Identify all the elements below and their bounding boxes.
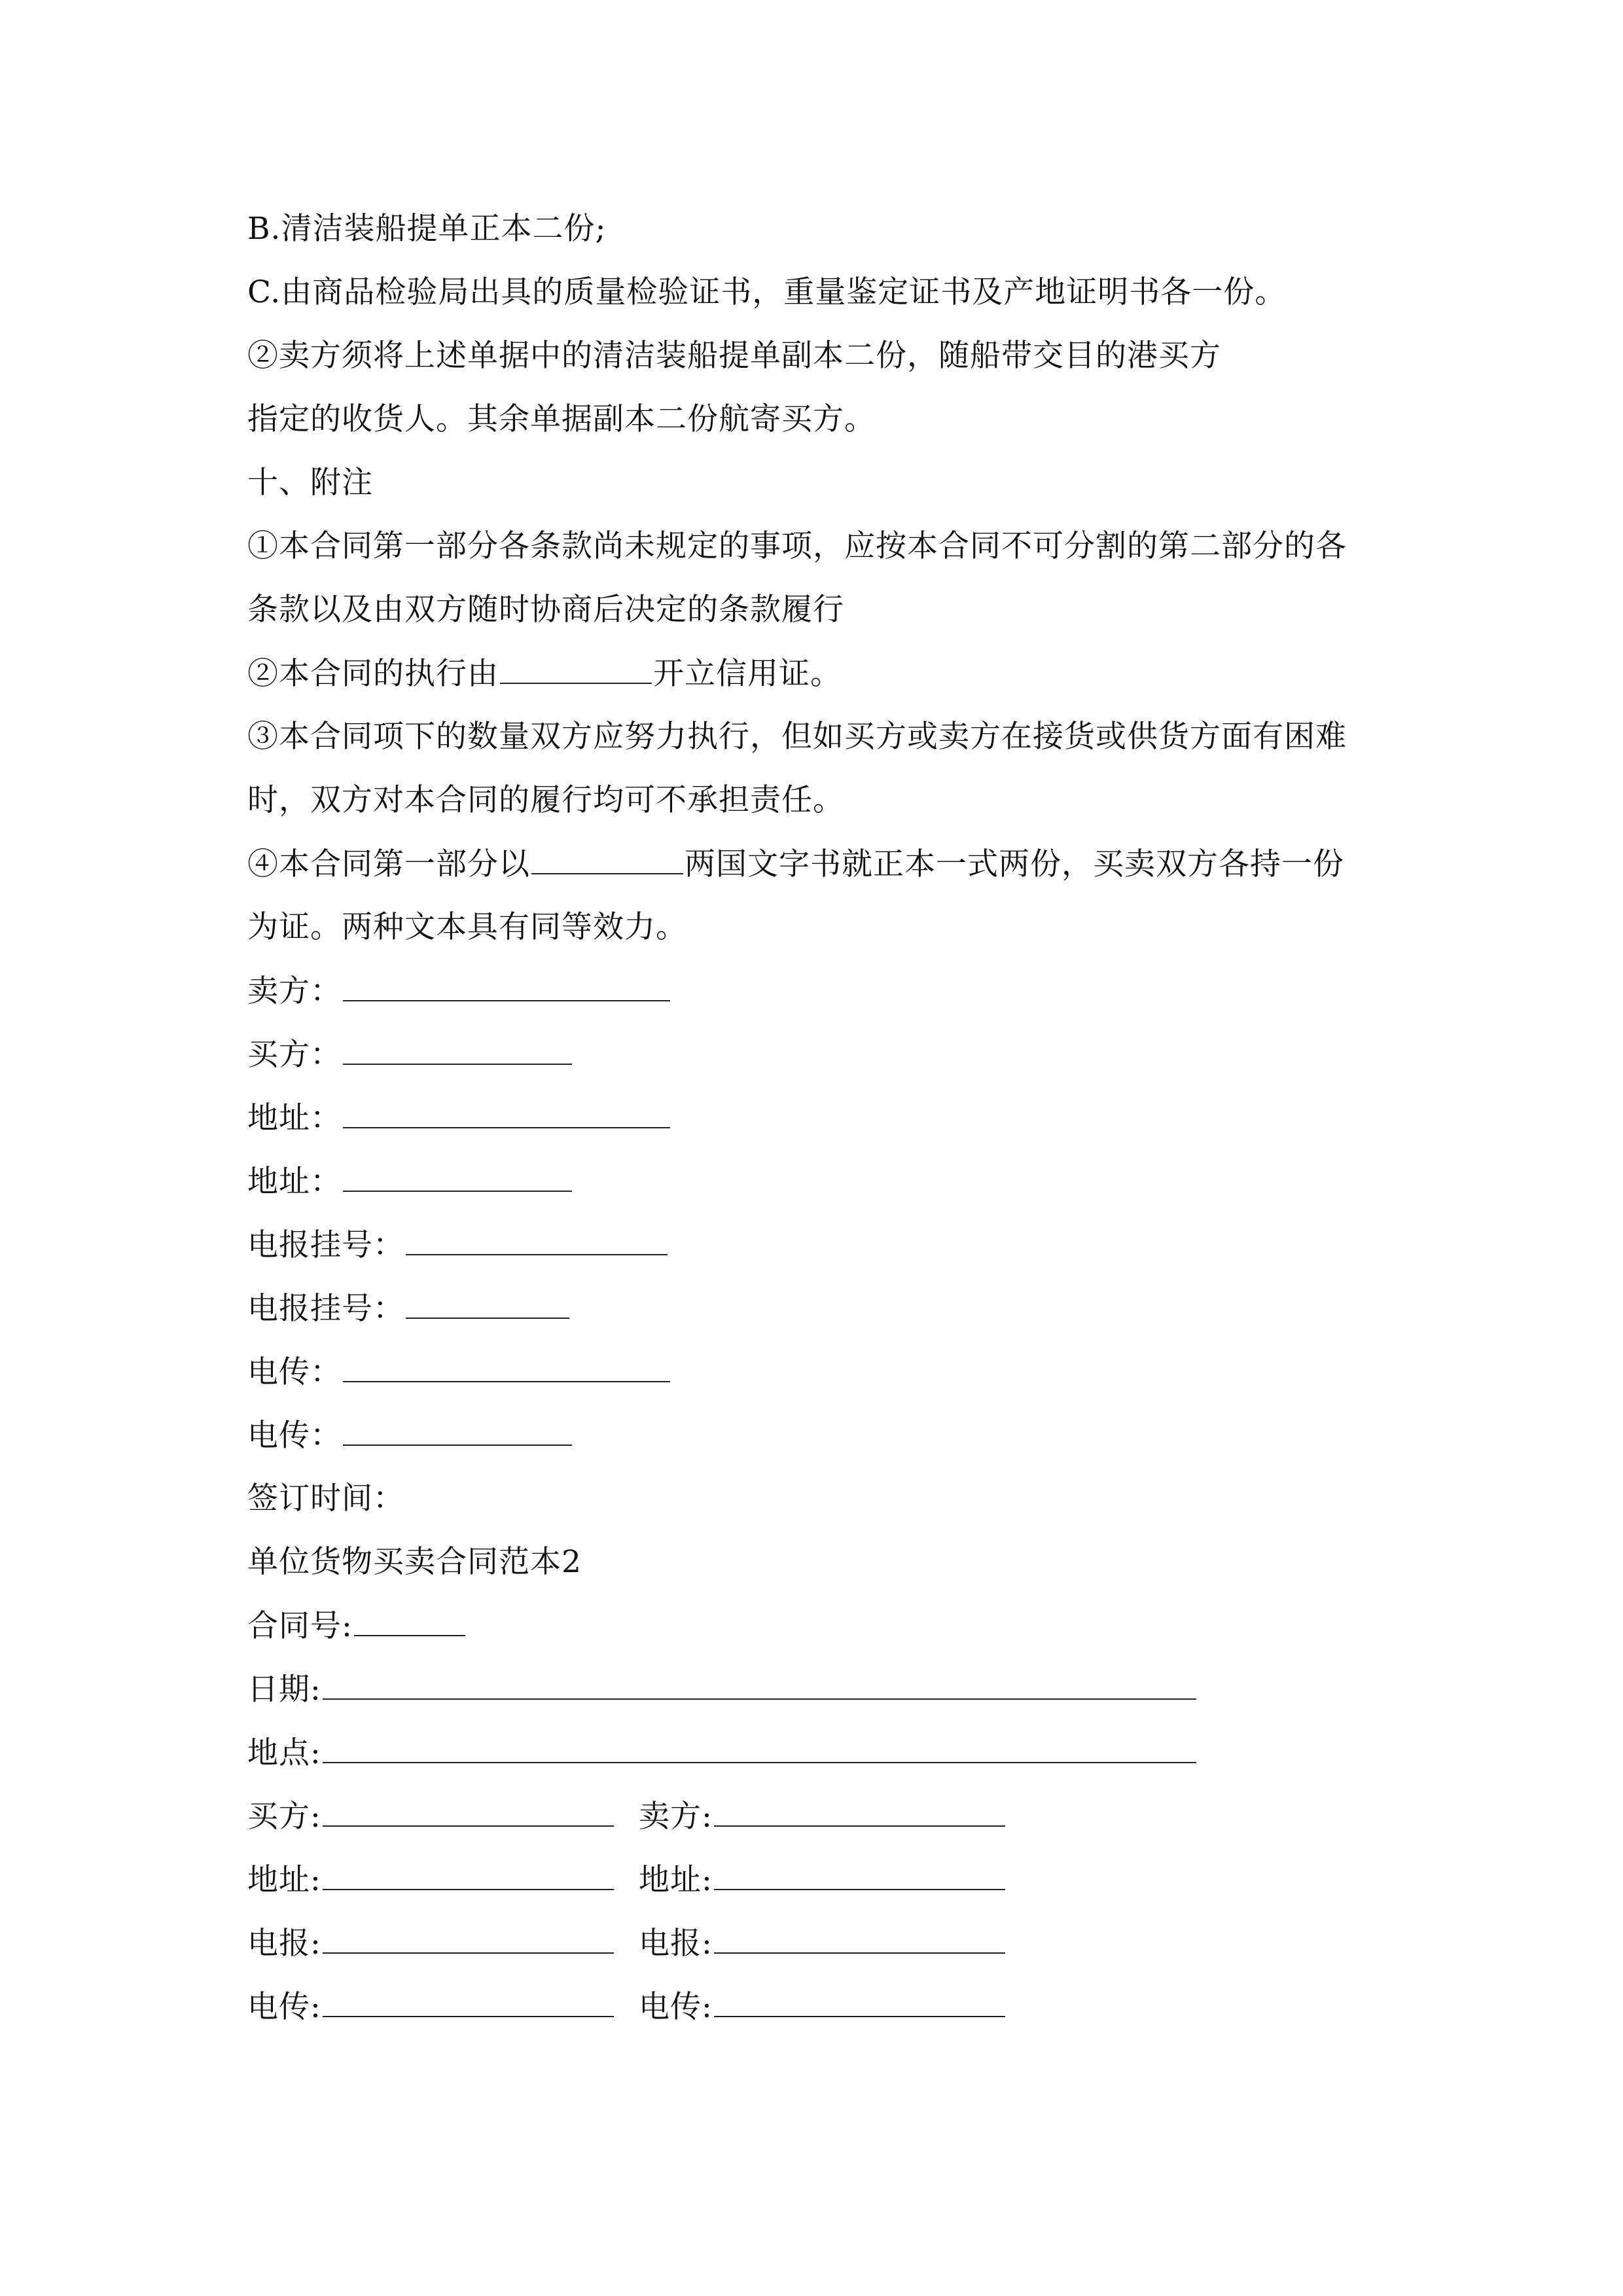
blank-field bbox=[343, 1162, 572, 1192]
text-line: ②卖方须将上述单据中的清洁装船提单副本二份，随船带交目的港买方 bbox=[247, 338, 1221, 374]
blank-field bbox=[714, 1860, 1005, 1890]
blank-field bbox=[323, 1670, 1196, 1700]
field-label: 地点: bbox=[247, 1735, 321, 1771]
field-label: 电传: bbox=[247, 1989, 321, 2025]
field-label: 电传： bbox=[247, 1418, 342, 1454]
blank-field bbox=[323, 1860, 614, 1890]
blank-field bbox=[500, 654, 652, 684]
seller-address-field bbox=[639, 1860, 1007, 1900]
field-label: 电报: bbox=[639, 1926, 713, 1962]
text-line: 时，双方对本合同的履行均可不承担责任。 bbox=[247, 782, 844, 818]
blank-field bbox=[323, 1733, 1196, 1763]
text-line: ①本合同第一部分各条款尚未规定的事项，应按本合同不可分割的第二部分的各 bbox=[247, 528, 1347, 564]
blank-field bbox=[714, 1987, 1005, 2017]
blank-field bbox=[531, 844, 683, 874]
field-label: 地址： bbox=[247, 1164, 342, 1200]
text-line bbox=[247, 844, 1344, 884]
blank-field bbox=[714, 1797, 1005, 1827]
field-label: 电报: bbox=[247, 1926, 321, 1962]
buyer-cable-field bbox=[247, 1924, 615, 1964]
field-label: 电报挂号： bbox=[247, 1291, 404, 1327]
cable-field bbox=[247, 1225, 669, 1265]
blank-field bbox=[343, 1416, 572, 1446]
blank-field bbox=[406, 1225, 668, 1255]
address-field bbox=[247, 1162, 573, 1202]
buyer-field bbox=[247, 1035, 573, 1075]
field-label: 电报挂号： bbox=[247, 1227, 404, 1263]
field-label: 买方： bbox=[247, 1037, 342, 1073]
text-line: ③本合同项下的数量双方应努力执行，但如买方或卖方在接货或供货方面有困难 bbox=[247, 719, 1347, 755]
text-line: 指定的收货人。其余单据副本二份航寄买方。 bbox=[247, 401, 876, 437]
date-field bbox=[247, 1670, 1198, 1710]
text-fragment: 开立信用证。 bbox=[653, 656, 842, 692]
field-label: 电传： bbox=[247, 1354, 342, 1390]
signing-time-field: 签订时间： bbox=[247, 1480, 404, 1516]
blank-field bbox=[714, 1924, 1005, 1954]
seller-telex-field bbox=[639, 1987, 1007, 2027]
field-label: 地址: bbox=[247, 1862, 321, 1898]
text-line: 为证。两种文本具有同等效力。 bbox=[247, 909, 687, 945]
buyer-telex-field bbox=[247, 1987, 615, 2027]
text-fragment: ④本合同第一部分以 bbox=[247, 846, 530, 882]
text-line: 条款以及由双方随时协商后决定的条款履行 bbox=[247, 592, 844, 628]
blank-field bbox=[354, 1606, 465, 1636]
buyer-address-field bbox=[247, 1860, 615, 1900]
blank-field bbox=[323, 1924, 614, 1954]
seller-cable-field bbox=[639, 1924, 1007, 1964]
text-line: B.清洁装船提单正本二份; bbox=[247, 211, 607, 247]
place-field bbox=[247, 1733, 1198, 1773]
address-field bbox=[247, 1098, 671, 1138]
seller-field bbox=[247, 971, 671, 1011]
field-label: 合同号: bbox=[247, 1608, 353, 1644]
text-line: C.由商品检验局出具的质量检验证书，重量鉴定证书及产地证明书各一份。 bbox=[247, 274, 1287, 310]
contract-no-field bbox=[247, 1606, 467, 1646]
field-label: 电传: bbox=[639, 1989, 713, 2025]
blank-field bbox=[343, 1352, 670, 1382]
text-line bbox=[247, 654, 842, 694]
blank-field bbox=[323, 1797, 614, 1827]
blank-field bbox=[343, 1098, 670, 1128]
field-label: 地址: bbox=[639, 1862, 713, 1898]
field-label: 卖方： bbox=[247, 973, 342, 1009]
contract-title: 单位货物买卖合同范本2 bbox=[247, 1544, 582, 1580]
blank-field bbox=[343, 1035, 572, 1065]
telex-field bbox=[247, 1416, 573, 1456]
field-label: 买方: bbox=[247, 1799, 321, 1835]
buyer-seller-row bbox=[247, 1797, 615, 1837]
blank-field bbox=[323, 1987, 614, 2017]
cable-field bbox=[247, 1289, 571, 1329]
field-label: 地址： bbox=[247, 1100, 342, 1136]
field-label: 卖方: bbox=[639, 1799, 713, 1835]
text-fragment: 两国文字书就正本一式两份，买卖双方各持一份 bbox=[685, 846, 1344, 882]
section-heading: 十、附注 bbox=[247, 465, 373, 501]
field-label: 日期: bbox=[247, 1672, 321, 1708]
seller-field-2 bbox=[639, 1797, 1007, 1837]
telex-field bbox=[247, 1352, 671, 1392]
text-fragment: ②本合同的执行由 bbox=[247, 656, 499, 692]
blank-field bbox=[343, 971, 670, 1001]
blank-field bbox=[406, 1289, 569, 1319]
